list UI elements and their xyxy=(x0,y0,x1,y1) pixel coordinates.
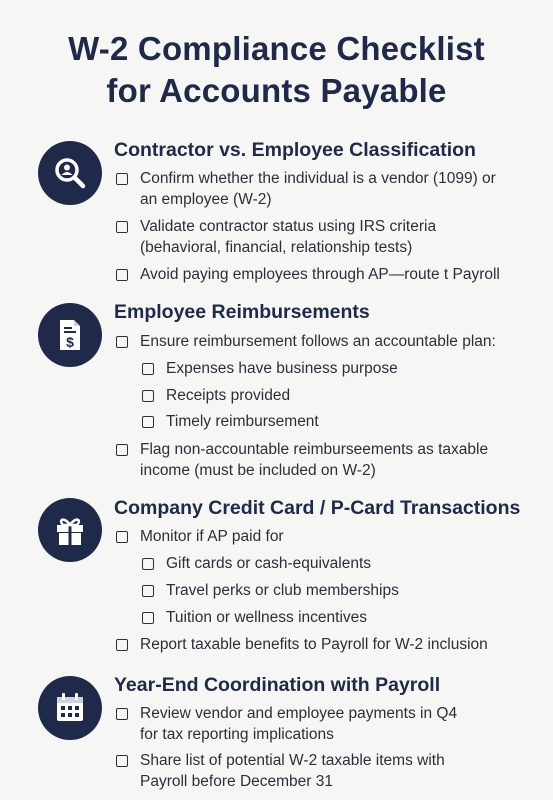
title-line-1: W-2 Compliance Checklist xyxy=(68,30,485,67)
item-text-line: for tax reporting implications xyxy=(140,726,334,743)
calendar-icon xyxy=(38,676,102,740)
checkbox[interactable] xyxy=(142,363,154,375)
checkbox[interactable] xyxy=(116,639,128,651)
checkbox[interactable] xyxy=(116,221,128,233)
page-title xyxy=(0,28,553,112)
checkbox[interactable] xyxy=(116,173,128,185)
checkbox[interactable] xyxy=(116,444,128,456)
item-text-line: Gift cards or cash-equivalents xyxy=(166,555,372,572)
section-title: Employee Reimbursements xyxy=(114,301,370,323)
title-line-2: for Accounts Payable xyxy=(106,72,447,109)
item-text-line: income (must be included on W-2) xyxy=(140,462,376,479)
gift-icon xyxy=(38,498,102,562)
item-text-line: Payroll before December 31 xyxy=(140,773,333,790)
item-text-line: Tuition or wellness incentives xyxy=(166,609,368,626)
checkbox[interactable] xyxy=(116,531,128,543)
item-text-line: Confirm whether the individual is a vendor (1099) or xyxy=(140,170,496,187)
item-text-line: Ensure reimbursement follows an accountable plan: xyxy=(140,333,496,350)
section-title: Contractor vs. Employee Classification xyxy=(114,139,476,161)
svg-text:$: $ xyxy=(66,334,74,350)
checkbox[interactable] xyxy=(142,416,154,428)
section-title: Year-End Coordination with Payroll xyxy=(114,674,441,696)
checkbox[interactable] xyxy=(116,755,128,767)
item-text-line: Receipts provided xyxy=(166,387,291,404)
item-text-line: Review vendor and employee payments in Q4 xyxy=(140,705,458,722)
checkbox[interactable] xyxy=(116,708,128,720)
item-text-line: Share list of potential W-2 taxable items with xyxy=(140,752,445,769)
section-title: Company Credit Card / P-Card Transactions xyxy=(114,497,521,519)
item-text-line: (behavioral, financial, relationship tests) xyxy=(140,239,413,256)
checkbox[interactable] xyxy=(116,269,128,281)
item-text-line: Expenses have business purpose xyxy=(166,360,398,377)
item-text-line: Travel perks or club memberships xyxy=(166,582,399,599)
checkbox[interactable] xyxy=(142,585,154,597)
item-text-line: Report taxable benefits to Payroll for W-2 inclusion xyxy=(140,636,488,653)
magnifier-person-icon xyxy=(38,141,102,205)
item-text-line: Validate contractor status using IRS criteria xyxy=(140,218,437,235)
item-text-line: Monitor if AP paid for xyxy=(140,528,284,545)
checkbox[interactable] xyxy=(142,558,154,570)
checkbox[interactable] xyxy=(142,390,154,402)
item-text-line: an employee (W-2) xyxy=(140,191,272,208)
checkbox[interactable] xyxy=(142,612,154,624)
item-text-line: Avoid paying employees through AP—route t Payroll xyxy=(140,266,500,283)
item-text-line: Timely reimbursement xyxy=(166,413,319,430)
receipt-dollar-icon xyxy=(38,303,102,367)
checkbox[interactable] xyxy=(116,336,128,348)
item-text-line: Flag non-accountable reimburseements as taxable xyxy=(140,441,489,458)
